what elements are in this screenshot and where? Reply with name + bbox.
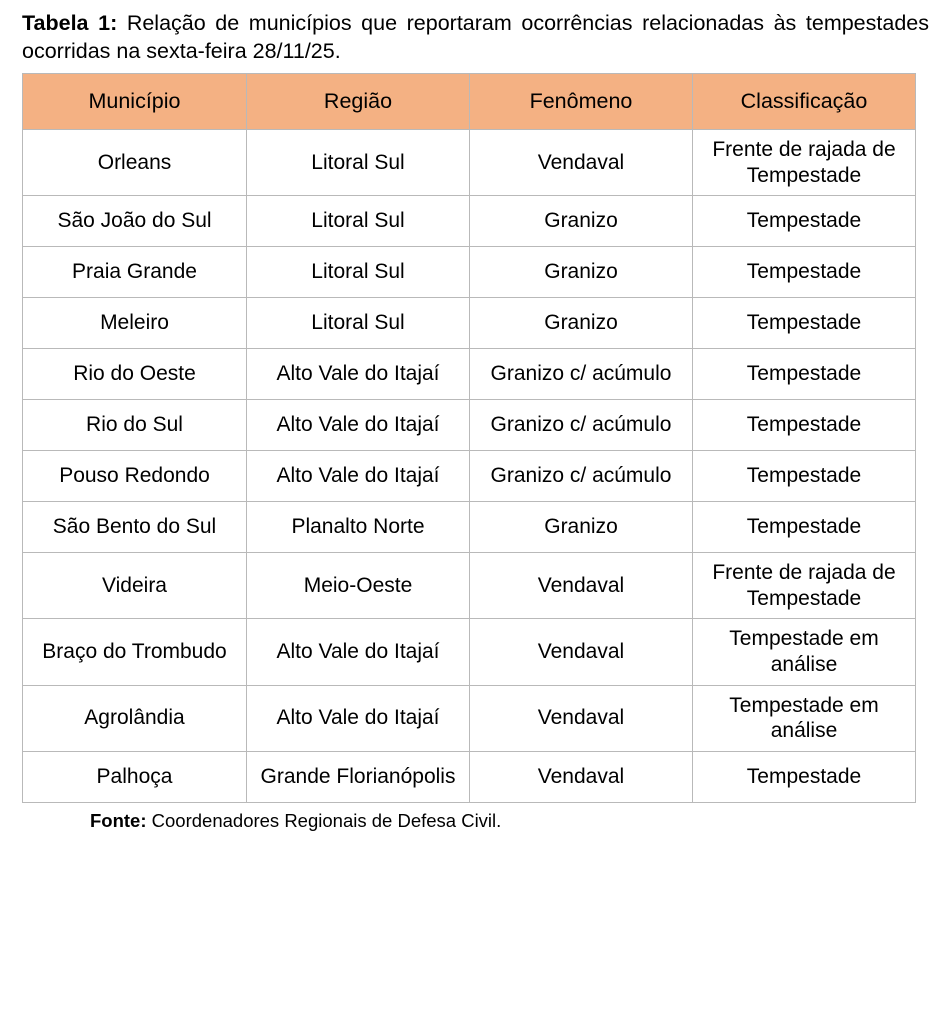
cell-municipio: Agrolândia: [23, 685, 247, 751]
cell-fenomeno: Granizo c/ acúmulo: [470, 349, 693, 400]
column-header-regiao: Região: [247, 74, 470, 130]
cell-fenomeno: Vendaval: [470, 619, 693, 685]
cell-municipio: Pouso Redondo: [23, 451, 247, 502]
cell-classificacao: Frente de rajada de Tempestade: [693, 553, 916, 619]
cell-municipio: Braço do Trombudo: [23, 619, 247, 685]
cell-fenomeno: Vendaval: [470, 130, 693, 196]
cell-municipio: Rio do Sul: [23, 400, 247, 451]
cell-regiao: Meio-Oeste: [247, 553, 470, 619]
cell-regiao: Litoral Sul: [247, 130, 470, 196]
table-caption: [22, 10, 929, 65]
cell-regiao: Alto Vale do Itajaí: [247, 619, 470, 685]
cell-classificacao: Tempestade: [693, 196, 916, 247]
cell-regiao: Litoral Sul: [247, 247, 470, 298]
cell-regiao: Litoral Sul: [247, 298, 470, 349]
table-row: [23, 502, 916, 553]
column-header-municipio: Município: [23, 74, 247, 130]
cell-classificacao: Tempestade: [693, 451, 916, 502]
table-caption-text: Relação de municípios que reportaram ocorrências relacionadas às tempestades ocorridas na sexta-feira 28/11/25.: [22, 11, 929, 63]
cell-classificacao: Tempestade: [693, 247, 916, 298]
cell-fenomeno: Vendaval: [470, 553, 693, 619]
cell-regiao: Alto Vale do Itajaí: [247, 685, 470, 751]
table-row: [23, 751, 916, 802]
column-header-fenomeno: Fenômeno: [470, 74, 693, 130]
cell-fenomeno: Granizo c/ acúmulo: [470, 400, 693, 451]
cell-classificacao: Tempestade: [693, 502, 916, 553]
cell-regiao: Grande Florianópolis: [247, 751, 470, 802]
table-row: [23, 247, 916, 298]
table-source-text: Coordenadores Regionais de Defesa Civil.: [151, 809, 502, 831]
table-row: [23, 451, 916, 502]
cell-classificacao: Frente de rajada de Tempestade: [693, 130, 916, 196]
cell-municipio: Rio do Oeste: [23, 349, 247, 400]
table-caption-label: Tabela 1:: [22, 11, 118, 35]
cell-municipio: Meleiro: [23, 298, 247, 349]
cell-regiao: Planalto Norte: [247, 502, 470, 553]
table-body: [23, 130, 916, 803]
table-row: [23, 553, 916, 619]
table-source-label: Fonte:: [90, 809, 147, 831]
cell-regiao: Litoral Sul: [247, 196, 470, 247]
cell-municipio: São Bento do Sul: [23, 502, 247, 553]
cell-classificacao: Tempestade em análise: [693, 685, 916, 751]
cell-fenomeno: Granizo: [470, 247, 693, 298]
table-row: [23, 130, 916, 196]
column-header-classificacao: Classificação: [693, 74, 916, 130]
table-row: [23, 619, 916, 685]
cell-regiao: Alto Vale do Itajaí: [247, 400, 470, 451]
cell-municipio: Palhoça: [23, 751, 247, 802]
occurrences-table: [22, 73, 916, 803]
cell-classificacao: Tempestade: [693, 751, 916, 802]
cell-municipio: Videira: [23, 553, 247, 619]
table-row: [23, 298, 916, 349]
cell-fenomeno: Granizo: [470, 502, 693, 553]
cell-fenomeno: Vendaval: [470, 685, 693, 751]
cell-classificacao: Tempestade em análise: [693, 619, 916, 685]
cell-municipio: Orleans: [23, 130, 247, 196]
table-row: [23, 196, 916, 247]
cell-fenomeno: Granizo: [470, 298, 693, 349]
cell-classificacao: Tempestade: [693, 349, 916, 400]
cell-fenomeno: Granizo c/ acúmulo: [470, 451, 693, 502]
table-header: [23, 74, 916, 130]
cell-classificacao: Tempestade: [693, 298, 916, 349]
cell-regiao: Alto Vale do Itajaí: [247, 349, 470, 400]
cell-municipio: São João do Sul: [23, 196, 247, 247]
table-header-row: [23, 74, 916, 130]
cell-municipio: Praia Grande: [23, 247, 247, 298]
table-row: [23, 349, 916, 400]
cell-classificacao: Tempestade: [693, 400, 916, 451]
table-source: [22, 810, 929, 832]
table-row: [23, 685, 916, 751]
cell-fenomeno: Granizo: [470, 196, 693, 247]
cell-regiao: Alto Vale do Itajaí: [247, 451, 470, 502]
cell-fenomeno: Vendaval: [470, 751, 693, 802]
table-row: [23, 400, 916, 451]
